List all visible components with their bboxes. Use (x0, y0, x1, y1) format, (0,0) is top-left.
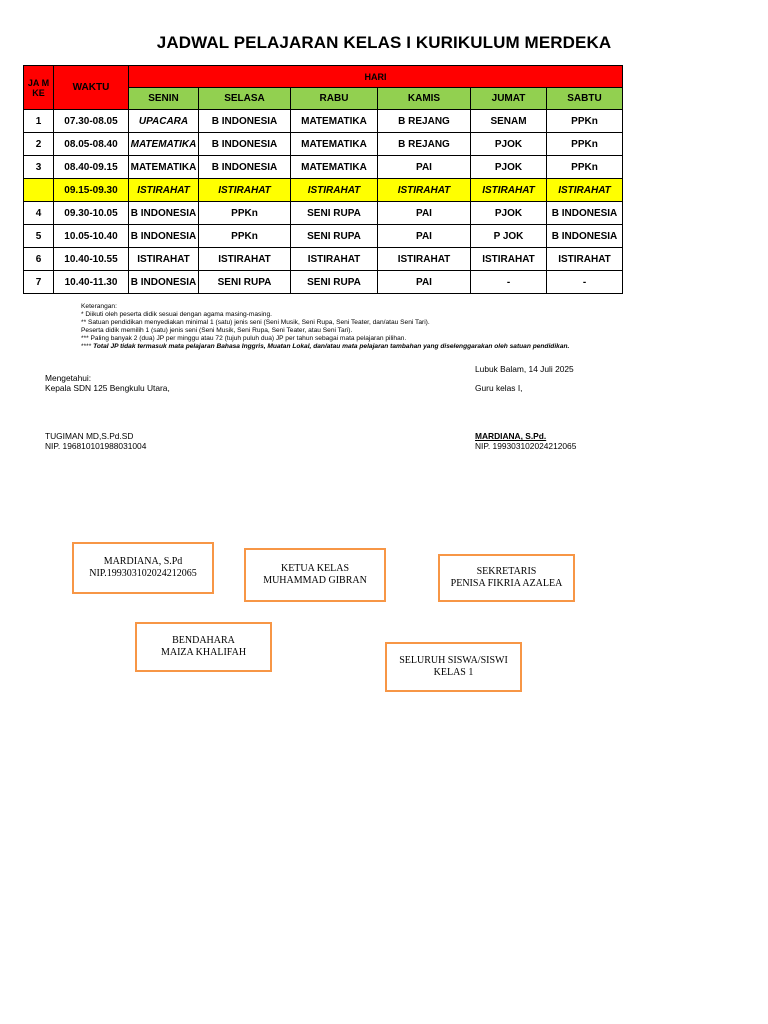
table-row (24, 225, 623, 248)
cell-subject: ISTIRAHAT (129, 179, 199, 202)
cell-subject: B INDONESIA (199, 133, 291, 156)
cell-subject: SENI RUPA (291, 225, 378, 248)
cell-jam: 5 (24, 225, 54, 248)
cell-subject: SENAM (471, 110, 547, 133)
cell-subject: ISTIRAHAT (291, 179, 378, 202)
cell-jam: 7 (24, 271, 54, 294)
cell-waktu: 09.15-09.30 (54, 179, 129, 202)
cell-subject: PAI (378, 156, 471, 179)
cell-subject: - (471, 271, 547, 294)
org-box-ketua: KETUA KELAS MUHAMMAD GIBRAN (244, 548, 386, 602)
cell-jam: 2 (24, 133, 54, 156)
note-line: Peserta didik memilih 1 (satu) jenis seni (Seni Musik, Seni Rupa, Seni Teater, atau Seni Tari). (81, 326, 353, 334)
cell-waktu: 08.05-08.40 (54, 133, 129, 156)
cell-waktu: 08.40-09.15 (54, 156, 129, 179)
cell-subject: PJOK (471, 202, 547, 225)
cell-subject: B REJANG (378, 133, 471, 156)
cell-subject: ISTIRAHAT (471, 179, 547, 202)
table-row (24, 248, 623, 271)
cell-waktu: 10.05-10.40 (54, 225, 129, 248)
cell-waktu: 07.30-08.05 (54, 110, 129, 133)
signature-left (45, 431, 146, 451)
cell-subject: UPACARA (129, 110, 199, 133)
cell-subject: PPKn (547, 133, 623, 156)
header-waktu: WAKTU (54, 66, 129, 110)
cell-subject: MATEMATIKA (129, 133, 199, 156)
cell-subject: - (547, 271, 623, 294)
cell-subject: ISTIRAHAT (129, 248, 199, 271)
day-header: KAMIS (378, 88, 471, 110)
note-line: **** Total JP tidak termasuk mata pelajaran Bahasa Inggris, Muatan Lokal, dan/atau mata pelajaran tambahan yang diselenggarakan oleh satuan pendidikan. (81, 342, 570, 350)
day-header: RABU (291, 88, 378, 110)
cell-subject: PAI (378, 202, 471, 225)
note-line: *** Paling banyak 2 (dua) JP per minggu atau 72 (tujuh puluh dua) JP per tahun sebagai mata pelajaran pilihan. (81, 334, 407, 342)
org-box-teacher: MARDIANA, S.Pd NIP.199303102024212065 (72, 542, 214, 594)
cell-subject: PAI (378, 225, 471, 248)
cell-jam: 1 (24, 110, 54, 133)
cell-subject: PJOK (471, 156, 547, 179)
teacher-nip: NIP. 199303102024212065 (475, 441, 577, 451)
day-header: SELASA (199, 88, 291, 110)
cell-subject: B INDONESIA (129, 271, 199, 294)
org-box-bendahara: BENDAHARA MAIZA KHALIFAH (135, 622, 272, 672)
cell-jam (24, 179, 54, 202)
notes-heading: Keterangan: (81, 303, 117, 310)
cell-subject: PPKn (547, 156, 623, 179)
header-hari: HARI (129, 66, 623, 88)
cell-subject: MATEMATIKA (291, 156, 378, 179)
cell-subject: MATEMATIKA (291, 110, 378, 133)
cell-subject: PPKn (199, 225, 291, 248)
table-row (24, 271, 623, 294)
day-header: SABTU (547, 88, 623, 110)
cell-subject: B INDONESIA (199, 156, 291, 179)
cell-subject: MATEMATIKA (129, 156, 199, 179)
cell-subject: SENI RUPA (199, 271, 291, 294)
signature-right (475, 431, 576, 451)
cell-subject: PPKn (199, 202, 291, 225)
day-header: SENIN (129, 88, 199, 110)
cell-subject: B REJANG (378, 110, 471, 133)
cell-subject: ISTIRAHAT (547, 248, 623, 271)
signature-date: Lubuk Balam, 14 Juli 2025 (475, 364, 574, 374)
day-header: JUMAT (471, 88, 547, 110)
signature-left-label: Mengetahui: Kepala SDN 125 Bengkulu Utara, (45, 373, 170, 393)
cell-jam: 4 (24, 202, 54, 225)
cell-subject: ISTIRAHAT (291, 248, 378, 271)
cell-subject: ISTIRAHAT (378, 179, 471, 202)
principal-name: TUGIMAN MD,S.Pd.SD (45, 431, 134, 441)
cell-subject: PPKn (547, 110, 623, 133)
cell-subject: B INDONESIA (547, 225, 623, 248)
cell-subject: ISTIRAHAT (547, 179, 623, 202)
schedule-table (23, 65, 623, 294)
cell-subject: SENI RUPA (291, 271, 378, 294)
page-title: JADWAL PELAJARAN KELAS I KURIKULUM MERDEKA (156, 33, 612, 52)
table-row (24, 156, 623, 179)
signature-right-label: Guru kelas I, (475, 383, 523, 393)
table-row (24, 110, 623, 133)
cell-waktu: 10.40-11.30 (54, 271, 129, 294)
org-box-sekretaris: SEKRETARIS PENISA FIKRIA AZALEA (438, 554, 575, 602)
org-box-siswa: SELURUH SISWA/SISWI KELAS 1 (385, 642, 522, 692)
cell-subject: B INDONESIA (129, 225, 199, 248)
cell-subject: ISTIRAHAT (199, 179, 291, 202)
cell-subject: P JOK (471, 225, 547, 248)
cell-subject: ISTIRAHAT (378, 248, 471, 271)
notes (81, 303, 569, 350)
cell-waktu: 10.40-10.55 (54, 248, 129, 271)
teacher-name: MARDIANA, S.Pd. (475, 431, 547, 441)
cell-subject: B INDONESIA (547, 202, 623, 225)
cell-subject: PJOK (471, 133, 547, 156)
cell-subject: B INDONESIA (199, 110, 291, 133)
principal-nip: NIP. 196810101988031004 (45, 441, 147, 451)
cell-subject: MATEMATIKA (291, 133, 378, 156)
cell-jam: 6 (24, 248, 54, 271)
note-line: * Diikuti oleh peserta didik sesuai dengan agama masing-masing. (81, 310, 272, 318)
cell-subject: ISTIRAHAT (199, 248, 291, 271)
cell-jam: 3 (24, 156, 54, 179)
header-jam-ke: JA M KE (24, 66, 54, 110)
table-row (24, 133, 623, 156)
cell-subject: ISTIRAHAT (471, 248, 547, 271)
cell-subject: PAI (378, 271, 471, 294)
table-row (24, 179, 623, 202)
cell-subject: B INDONESIA (129, 202, 199, 225)
note-line: ** Satuan pendidikan menyediakan minimal 1 (satu) jenis seni (Seni Musik, Seni Rupa, Seni Teater, dan/atau Seni Tari). (81, 318, 430, 326)
cell-subject: SENI RUPA (291, 202, 378, 225)
cell-waktu: 09.30-10.05 (54, 202, 129, 225)
table-row (24, 202, 623, 225)
